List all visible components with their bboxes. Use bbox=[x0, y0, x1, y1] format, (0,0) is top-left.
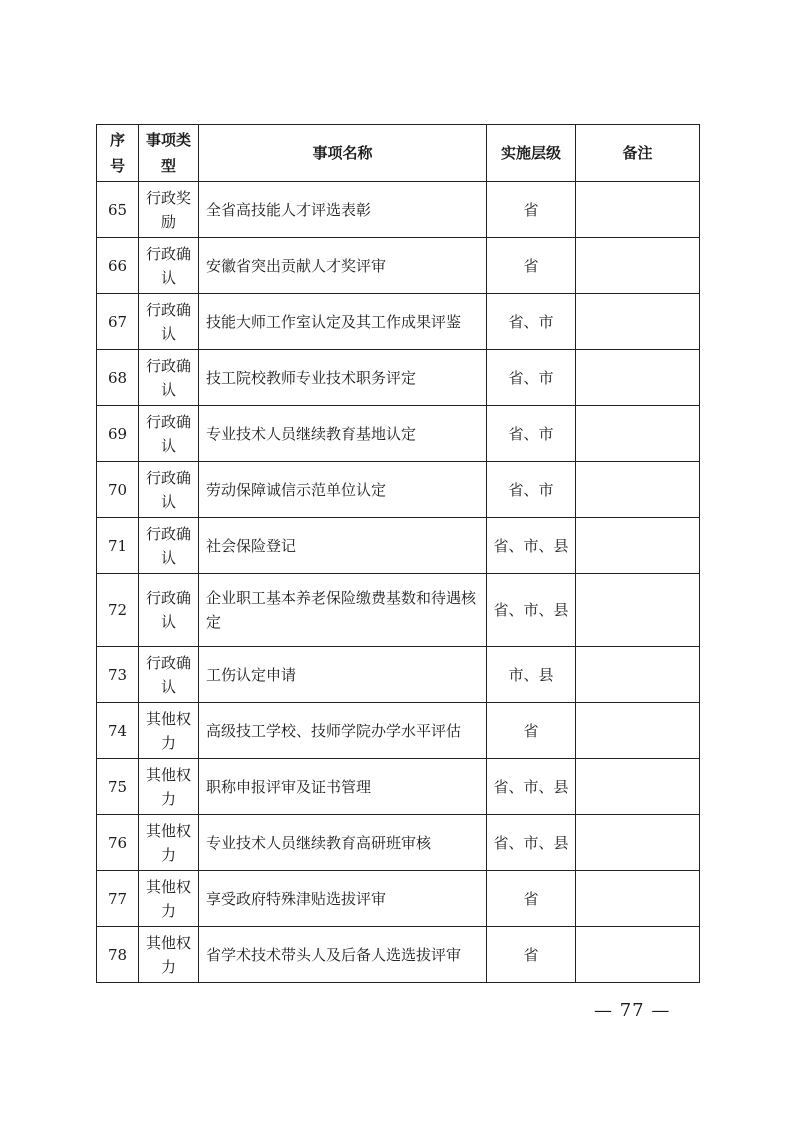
row-level: 省、市 bbox=[487, 350, 576, 406]
row-name: 社会保险登记 bbox=[199, 518, 487, 574]
row-note bbox=[576, 759, 700, 815]
row-level: 市、县 bbox=[487, 647, 576, 703]
row-level: 省、市、县 bbox=[487, 574, 576, 647]
row-level: 省、市 bbox=[487, 462, 576, 518]
row-note bbox=[576, 574, 700, 647]
row-level: 省、市、县 bbox=[487, 759, 576, 815]
row-name: 专业技术人员继续教育高研班审核 bbox=[199, 815, 487, 871]
row-type: 其他权力 bbox=[139, 759, 199, 815]
table-row bbox=[97, 238, 700, 294]
row-level: 省、市 bbox=[487, 294, 576, 350]
row-name: 职称申报评审及证书管理 bbox=[199, 759, 487, 815]
row-level: 省、市、县 bbox=[487, 518, 576, 574]
table-row bbox=[97, 462, 700, 518]
row-note bbox=[576, 350, 700, 406]
table-row bbox=[97, 871, 700, 927]
row-name: 技能大师工作室认定及其工作成果评鉴 bbox=[199, 294, 487, 350]
header-note: 备注 bbox=[576, 125, 700, 182]
row-num: 70 bbox=[97, 462, 139, 518]
row-level: 省 bbox=[487, 927, 576, 983]
row-num: 74 bbox=[97, 703, 139, 759]
table-row bbox=[97, 182, 700, 238]
row-note bbox=[576, 927, 700, 983]
table-row bbox=[97, 294, 700, 350]
row-num: 69 bbox=[97, 406, 139, 462]
row-num: 67 bbox=[97, 294, 139, 350]
row-note bbox=[576, 462, 700, 518]
row-num: 71 bbox=[97, 518, 139, 574]
row-num: 68 bbox=[97, 350, 139, 406]
row-note bbox=[576, 815, 700, 871]
table-row bbox=[97, 518, 700, 574]
row-level: 省、市 bbox=[487, 406, 576, 462]
row-note bbox=[576, 294, 700, 350]
row-num: 78 bbox=[97, 927, 139, 983]
row-name: 技工院校教师专业技术职务评定 bbox=[199, 350, 487, 406]
row-type: 其他权力 bbox=[139, 927, 199, 983]
row-note bbox=[576, 238, 700, 294]
header-num: 序号 bbox=[97, 125, 139, 182]
table-header-row bbox=[97, 125, 700, 182]
row-note bbox=[576, 406, 700, 462]
row-name: 专业技术人员继续教育基地认定 bbox=[199, 406, 487, 462]
table-row bbox=[97, 703, 700, 759]
row-note bbox=[576, 182, 700, 238]
page-number: — 77 — bbox=[594, 1000, 671, 1021]
row-type: 行政确认 bbox=[139, 518, 199, 574]
row-type: 行政确认 bbox=[139, 238, 199, 294]
row-name: 省学术技术带头人及后备人选选拔评审 bbox=[199, 927, 487, 983]
row-type: 其他权力 bbox=[139, 871, 199, 927]
row-num: 65 bbox=[97, 182, 139, 238]
items-table bbox=[96, 124, 700, 983]
row-note bbox=[576, 518, 700, 574]
table-row bbox=[97, 574, 700, 647]
row-type: 行政确认 bbox=[139, 406, 199, 462]
row-type: 行政确认 bbox=[139, 647, 199, 703]
table-row bbox=[97, 815, 700, 871]
row-num: 66 bbox=[97, 238, 139, 294]
row-note bbox=[576, 703, 700, 759]
table-row bbox=[97, 350, 700, 406]
header-type: 事项类型 bbox=[139, 125, 199, 182]
row-note bbox=[576, 871, 700, 927]
row-name: 安徽省突出贡献人才奖评审 bbox=[199, 238, 487, 294]
row-level: 省 bbox=[487, 871, 576, 927]
row-type: 行政确认 bbox=[139, 462, 199, 518]
row-num: 72 bbox=[97, 574, 139, 647]
header-name: 事项名称 bbox=[199, 125, 487, 182]
table-row bbox=[97, 647, 700, 703]
row-type: 行政确认 bbox=[139, 350, 199, 406]
row-num: 77 bbox=[97, 871, 139, 927]
row-name: 企业职工基本养老保险缴费基数和待遇核定 bbox=[199, 574, 487, 647]
header-level: 实施层级 bbox=[487, 125, 576, 182]
row-num: 76 bbox=[97, 815, 139, 871]
table-row bbox=[97, 759, 700, 815]
row-name: 全省高技能人才评选表彰 bbox=[199, 182, 487, 238]
row-name: 享受政府特殊津贴选拔评审 bbox=[199, 871, 487, 927]
row-name: 劳动保障诚信示范单位认定 bbox=[199, 462, 487, 518]
row-level: 省、市、县 bbox=[487, 815, 576, 871]
row-num: 75 bbox=[97, 759, 139, 815]
row-type: 行政确认 bbox=[139, 574, 199, 647]
row-note bbox=[576, 647, 700, 703]
table-row bbox=[97, 406, 700, 462]
table-row bbox=[97, 927, 700, 983]
row-level: 省 bbox=[487, 182, 576, 238]
row-type: 行政确认 bbox=[139, 294, 199, 350]
row-level: 省 bbox=[487, 703, 576, 759]
row-name: 高级技工学校、技师学院办学水平评估 bbox=[199, 703, 487, 759]
row-type: 其他权力 bbox=[139, 815, 199, 871]
row-type: 行政奖励 bbox=[139, 182, 199, 238]
row-name: 工伤认定申请 bbox=[199, 647, 487, 703]
row-type: 其他权力 bbox=[139, 703, 199, 759]
row-num: 73 bbox=[97, 647, 139, 703]
row-level: 省 bbox=[487, 238, 576, 294]
